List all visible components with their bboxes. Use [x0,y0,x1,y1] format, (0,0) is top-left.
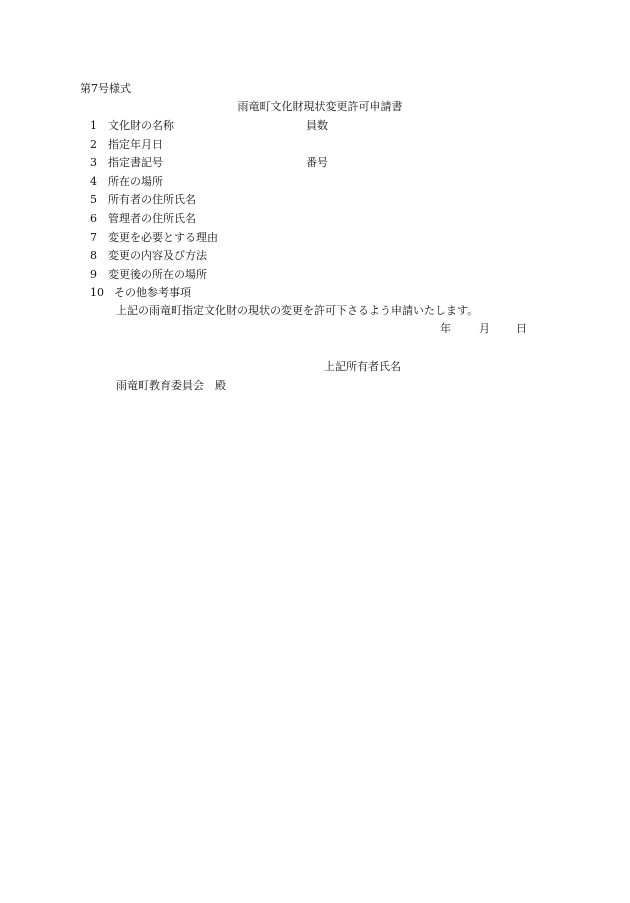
item-number: 4 [90,174,97,188]
date-day: 日 [516,322,527,335]
item-label: 変更を必要とする理由 [108,230,218,244]
addressee: 雨竜町教育委員会 殿 [116,379,226,392]
item-label: 変更後の所在の場所 [108,267,207,281]
item-number: 6 [90,212,97,225]
item-number: 2 [90,137,97,151]
request-statement: 上記の雨竜町指定文化財の現状の変更を許可下さるよう申請いたします。 [116,304,479,317]
date-year: 年 [440,322,451,335]
date-line [440,323,527,334]
item-label: その他参考事項 [114,286,191,300]
item-number: 1 [90,119,97,132]
document-title: 雨竜町文化財現状変更許可申請書 [237,100,403,113]
item-label: 所有者の住所氏名 [108,193,196,207]
item-label: 変更の内容及び方法 [108,249,207,263]
item-extra-label: 員数 [306,119,328,132]
item-label: 文化財の名称 [108,119,174,132]
item-number: 10 [90,286,104,300]
item-number: 5 [90,193,97,207]
item-extra-label: 番号 [306,156,328,170]
date-month: 月 [479,322,490,335]
owner-name-label: 上記所有者氏名 [324,360,401,373]
item-number: 7 [90,230,97,244]
item-number: 9 [90,267,97,281]
item-label: 指定書記号 [108,156,163,170]
item-label: 所在の場所 [108,174,163,188]
item-number: 8 [90,249,97,263]
item-label: 管理者の住所氏名 [108,212,196,225]
item-label: 指定年月日 [108,137,163,151]
item-number: 3 [90,156,97,170]
form-number: 第7号様式 [80,82,131,95]
